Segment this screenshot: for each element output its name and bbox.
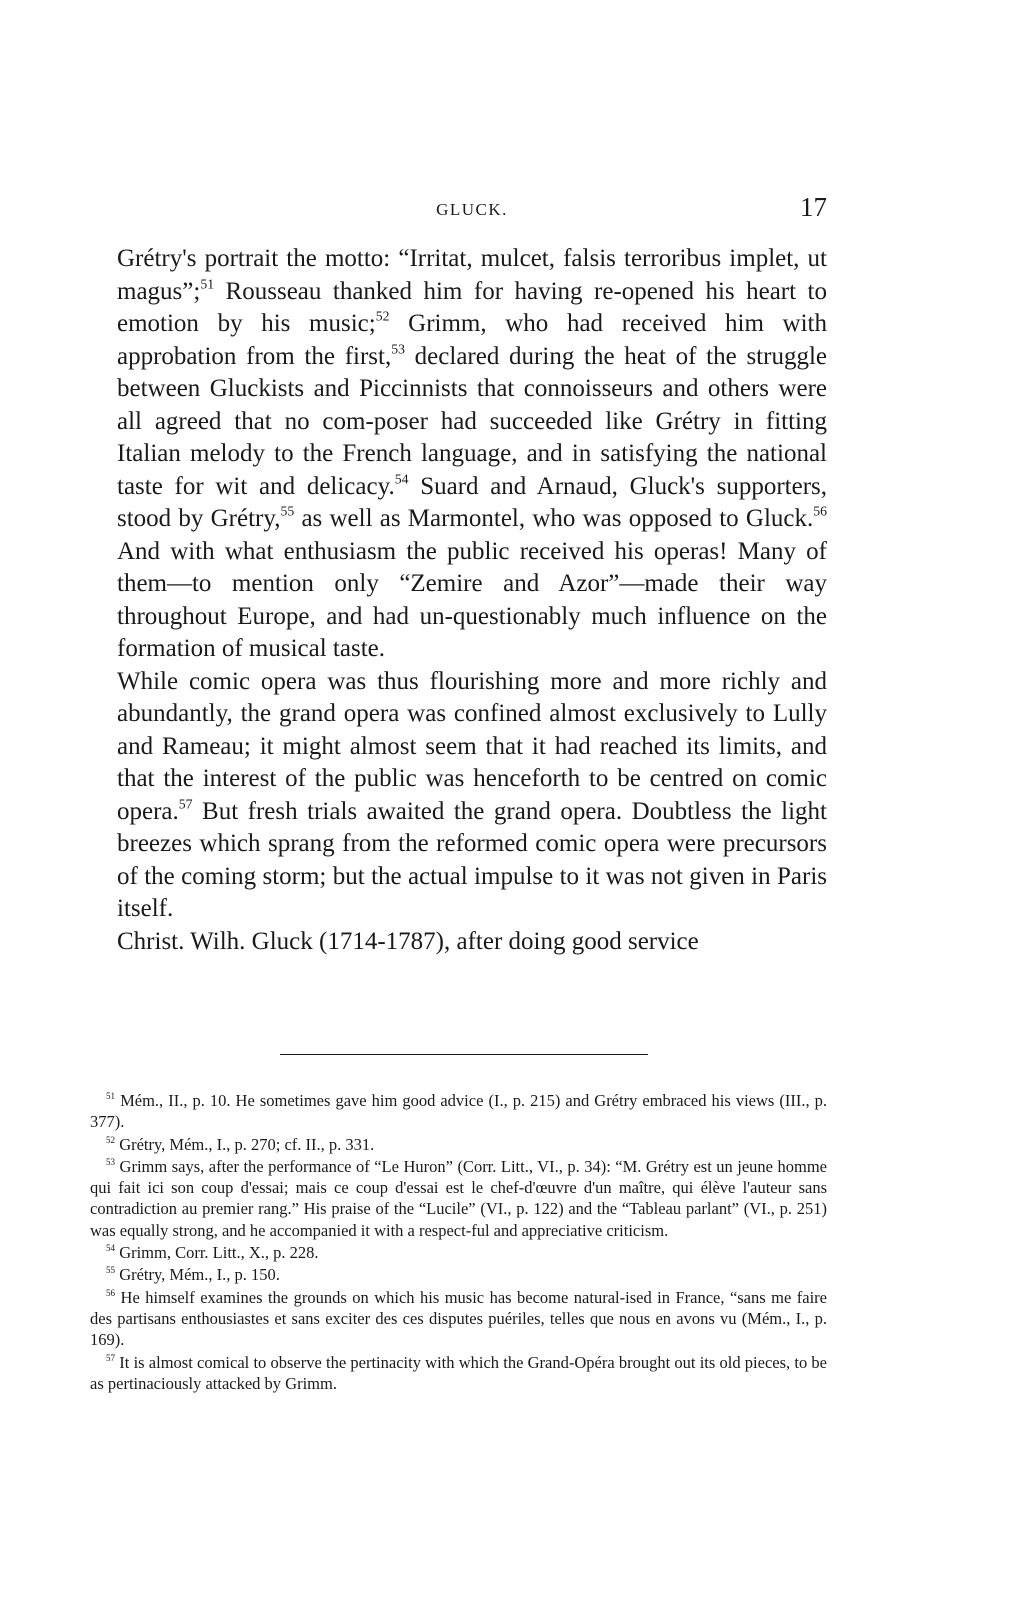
text-run: declared during the heat of the struggle between Gluckists and Piccinnists that connoisseurs and others were all agreed that no com-poser had succeeded like Grétry in fitting Italian melody to the French language, and in satisfying the national taste for wit and delicacy. xyxy=(117,342,827,500)
footnote-ref: 57 xyxy=(178,796,193,812)
footnote xyxy=(90,1090,827,1133)
footnote-text: Grétry, Mém., I., p. 150. xyxy=(115,1265,280,1285)
footnote-text: Grétry, Mém., I., p. 270; cf. II., p. 331. xyxy=(115,1134,375,1154)
footnote-divider xyxy=(280,1054,648,1055)
text-run: And with what enthusiasm the public received his operas! Many of them—to mention only “Zemire and Azor”—made their way throughout Europe, and had un-questionably much influence on the formation of musical taste. xyxy=(117,537,827,662)
text-run: While comic opera was thus flourishing more and more richly and abundantly, the grand opera was confined almost exclusively to Lully and Rameau; it might almost seem that it had reached its limits, and that the interest of the public was henceforth to be centred on comic opera. xyxy=(117,667,827,825)
text-run: Rousseau thanked him for having re-opened his heart to emotion by his music; xyxy=(117,277,827,337)
footnote-number: 55 xyxy=(106,1265,116,1276)
footnote-ref: 52 xyxy=(375,308,390,324)
text-run: Grétry's portrait the motto: “Irritat, mulcet, falsis terroribus implet, ut magus”; xyxy=(117,245,827,305)
text-run: as well as Marmontel, who was opposed to Gluck. xyxy=(294,505,814,532)
footnote-text: He himself examines the grounds on which his music has become natural-ised in France, “sans me faire des partisans enthousiastes et sans exciter des ces disputes puériles, telles que nous en avons vu (Mém., I., p. 169). xyxy=(90,1287,827,1350)
footnote xyxy=(90,1287,827,1351)
footnotes xyxy=(90,1090,827,1395)
footnote-ref: 51 xyxy=(200,276,215,292)
paragraph: Christ. Wilh. Gluck (1714-1787), after doing good service xyxy=(117,927,699,955)
text-run: Suard and Arnaud, Gluck's supporters, stood by Grétry, xyxy=(117,472,827,532)
paragraph xyxy=(117,666,827,926)
footnote-number: 56 xyxy=(106,1287,116,1298)
footnote-ref: 55 xyxy=(280,503,295,519)
page-header xyxy=(117,192,827,228)
footnote xyxy=(90,1134,827,1155)
footnote-text: It is almost comical to observe the pertinacity with which the Grand-Opéra brought out its old pieces, to be as pertinaciously attacked by Grimm. xyxy=(90,1352,827,1393)
footnote-ref: 56 xyxy=(813,503,827,519)
footnote-number: 54 xyxy=(106,1243,116,1254)
text-run: Grimm, who had received him with approbation from the first, xyxy=(117,310,827,370)
footnote-text: Mém., II., p. 10. He sometimes gave him good advice (I., p. 215) and Grétry embraced his views (III., p. 377). xyxy=(90,1091,827,1132)
paragraph xyxy=(117,243,827,666)
page-number: 17 xyxy=(800,192,827,222)
footnote xyxy=(90,1352,827,1395)
footnote-number: 51 xyxy=(106,1091,116,1102)
footnote-ref: 54 xyxy=(394,471,409,487)
footnote-ref: 53 xyxy=(391,341,405,357)
footnote-text: Grimm says, after the performance of “Le Huron” (Corr. Litt., VI., p. 34): “M. Grétry est un jeune homme qui fait ici son coup d'essai; mais ce coup d'essai est le chef-d'œuvre d'un maître, qui élève l'auteur sans contradiction au premier rang.” His praise of the “Lucile” (VI., p. 122) and the “Tableau parlant” (VI., p. 251) was equally strong, and he accompanied it with a respect-ful and appreciative criticism. xyxy=(90,1156,827,1240)
running-title: GLUCK. xyxy=(436,200,508,219)
text-run: But fresh trials awaited the grand opera. Doubtless the light breezes which sprang from the reformed comic opera were precursors of the coming storm; but the actual impulse to it was not given in Paris itself. xyxy=(117,797,827,922)
footnote xyxy=(90,1156,827,1241)
main-text xyxy=(117,243,827,958)
footnote-number: 53 xyxy=(106,1157,116,1168)
footnote-number: 57 xyxy=(106,1352,116,1363)
footnote xyxy=(90,1264,827,1285)
footnote xyxy=(90,1242,827,1263)
footnote-text: Grimm, Corr. Litt., X., p. 228. xyxy=(115,1243,319,1263)
footnote-number: 52 xyxy=(106,1134,116,1145)
